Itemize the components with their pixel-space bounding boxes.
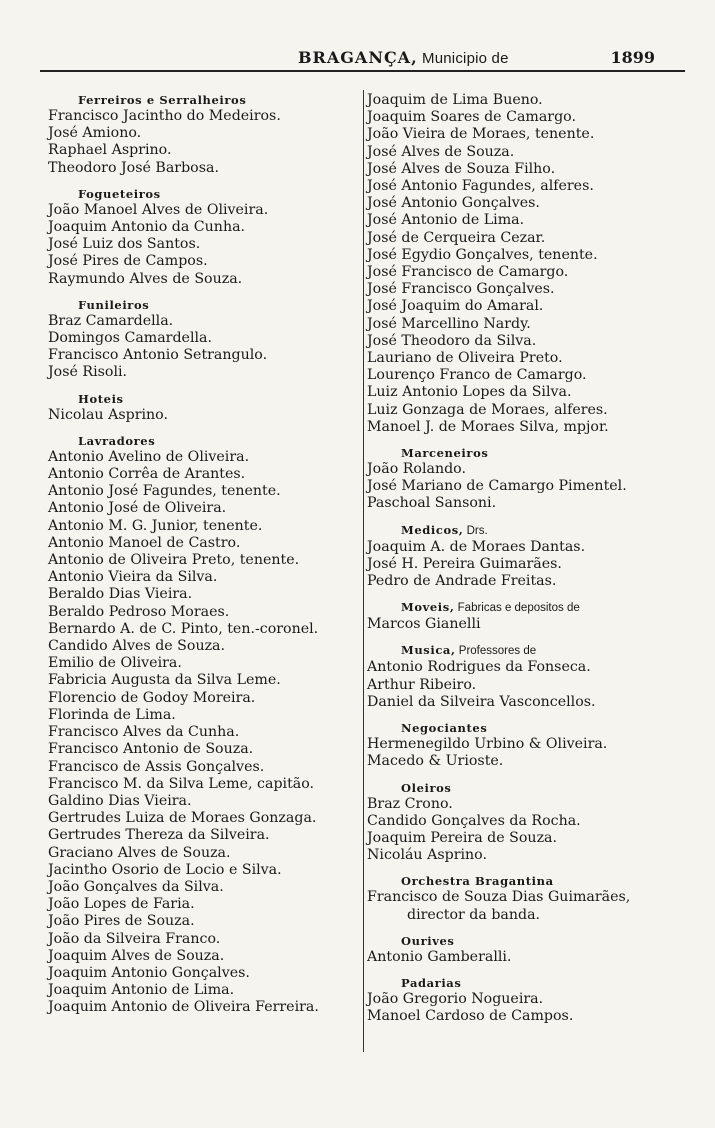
- directory-entry: Manoel J. de Moraes Silva, mpjor.: [367, 418, 609, 435]
- directory-entry: Galdino Dias Vieira.: [48, 792, 192, 809]
- section-heading-text: Oleiros: [401, 780, 452, 795]
- directory-entry: Marcos Gianelli: [367, 616, 481, 633]
- directory-entry: Joaquim Antonio de Oliveira Ferreira.: [48, 999, 319, 1016]
- directory-entry: Gertrudes Thereza da Silveira.: [48, 827, 270, 844]
- directory-entry: João Gonçalves da Silva.: [48, 878, 224, 895]
- directory-entry: Florencio de Godoy Moreira.: [48, 689, 256, 706]
- section-heading-subtitle: Drs.: [463, 524, 488, 537]
- directory-entry: Joaquim Antonio Gonçalves.: [48, 964, 250, 981]
- directory-entry: João Pires de Souza.: [48, 913, 195, 930]
- section-heading: [78, 186, 362, 202]
- section-heading-text: Ferreiros e Serralheiros: [78, 93, 247, 107]
- directory-entry: João Lopes de Faria.: [48, 896, 195, 913]
- directory-entry: Arthur Ribeiro.: [367, 676, 477, 693]
- directory-entry: José Egydio Gonçalves, tenente.: [367, 246, 598, 263]
- directory-entry: José de Cerqueira Cezar.: [367, 229, 546, 246]
- section-heading: [401, 445, 707, 461]
- page-title: [298, 48, 509, 67]
- directory-entry: Joaquim Soares de Camargo.: [367, 109, 576, 126]
- directory-entry: José Luiz dos Santos.: [48, 236, 201, 253]
- page-year: 1899: [610, 48, 655, 67]
- directory-entry: Candido Gonçalves da Rocha.: [367, 812, 581, 829]
- section-heading-subtitle: Fabricas e depositos de: [454, 602, 580, 615]
- directory-entry: Antonio José de Oliveira.: [48, 500, 227, 517]
- column-divider: [363, 90, 364, 1052]
- directory-entry: Francisco de Souza Dias Guimarães,: [367, 889, 631, 906]
- section-heading: [78, 297, 362, 313]
- directory-section: [367, 92, 707, 436]
- section-heading: [401, 975, 707, 991]
- directory-entry: Beraldo Pedroso Moraes.: [48, 603, 230, 620]
- directory-section: [367, 933, 707, 966]
- directory-entry: José H. Pereira Guimarães.: [367, 555, 562, 572]
- right-column: [367, 92, 707, 1034]
- directory-section: [367, 445, 707, 513]
- directory-entry: Antonio Corrêa de Arantes.: [48, 466, 246, 483]
- title-subtitle: Municipio de: [417, 50, 509, 67]
- directory-entry: Braz Camardella.: [48, 312, 174, 329]
- left-column: [44, 92, 362, 1026]
- directory-entry: Luiz Antonio Lopes da Silva.: [367, 384, 572, 401]
- section-heading: [78, 391, 362, 407]
- directory-entry: Raymundo Alves de Souza.: [48, 270, 243, 287]
- directory-entry: Francisco Alves da Cunha.: [48, 724, 240, 741]
- directory-entry: João da Silveira Franco.: [48, 930, 221, 947]
- directory-entry: Antonio José Fagundes, tenente.: [48, 483, 281, 500]
- section-heading: [401, 933, 707, 949]
- section-heading-text: Lavradores: [78, 433, 156, 448]
- directory-entry: João Gregorio Nogueira.: [367, 990, 544, 1007]
- directory-entry: Francisco Jacintho do Medeiros.: [48, 108, 281, 124]
- directory-entry: José Alves de Souza Filho.: [367, 160, 556, 177]
- directory-entry: Emilio de Oliveira.: [48, 655, 182, 672]
- section-heading-text: Fogueteiros: [78, 186, 161, 201]
- directory-entry: Pedro de Andrade Freitas.: [367, 573, 557, 590]
- directory-entry: Francisco Antonio Setrangulo.: [48, 347, 268, 364]
- directory-section: [44, 391, 362, 424]
- header-rule: [40, 70, 685, 72]
- section-heading-text: Musica,: [401, 643, 456, 658]
- directory-entry: Francisco M. da Silva Leme, capitão.: [48, 775, 315, 792]
- directory-entry: Macedo & Urioste.: [367, 753, 504, 770]
- directory-entry: Daniel da Silveira Vasconcellos.: [367, 693, 596, 710]
- section-heading: [78, 433, 362, 449]
- directory-entry: Lourenço Franco de Camargo.: [367, 367, 587, 384]
- directory-entry: Francisco de Assis Gonçalves.: [48, 758, 265, 775]
- directory-entry: Jacintho Osorio de Locio e Silva.: [48, 861, 282, 878]
- directory-entry: Lauriano de Oliveira Preto.: [367, 350, 563, 367]
- directory-entry: José Joaquim do Amaral.: [367, 298, 544, 315]
- directory-entry-continuation: director da banda.: [407, 906, 541, 923]
- directory-entry: José Risoli.: [48, 364, 128, 381]
- directory-entry: Theodoro José Barbosa.: [48, 159, 219, 176]
- title-city: BRAGANÇA,: [298, 48, 418, 67]
- section-heading-text: Hoteis: [78, 391, 124, 406]
- directory-entry: Antonio Gamberalli.: [367, 948, 512, 965]
- directory-entry: José Theodoro da Silva.: [367, 332, 537, 349]
- directory-entry: José Marcellino Nardy.: [367, 315, 531, 332]
- directory-entry: José Mariano de Camargo Pimentel.: [367, 478, 627, 495]
- directory-entry: Antonio Manoel de Castro.: [48, 534, 241, 551]
- directory-entry: Nicolau Asprino.: [48, 406, 168, 423]
- directory-entry: Joaquim de Lima Bueno.: [367, 92, 543, 108]
- directory-entry: José Francisco Gonçalves.: [367, 281, 555, 298]
- directory-section: [367, 720, 707, 770]
- directory-section: [367, 522, 707, 591]
- section-heading-subtitle: Professores de: [455, 645, 537, 658]
- directory-entry: João Vieira de Moraes, tenente.: [367, 126, 595, 143]
- section-heading-text: Ourives: [401, 933, 455, 948]
- directory-entry: Antonio Avelino de Oliveira.: [48, 448, 250, 465]
- directory-entry: Paschoal Sansoni.: [367, 495, 497, 512]
- section-heading-text: Marceneiros: [401, 446, 489, 461]
- directory-section: [367, 975, 707, 1025]
- directory-section: [367, 599, 707, 633]
- directory-entry: Antonio Rodrigues da Fonseca.: [367, 659, 591, 676]
- directory-entry: Antonio M. G. Junior, tenente.: [48, 517, 263, 534]
- directory-entry: José Alves de Souza.: [367, 143, 515, 160]
- section-heading-text: Funileiros: [78, 297, 150, 312]
- directory-section: [44, 433, 362, 1017]
- directory-entry: José Pires de Campos.: [48, 253, 208, 270]
- directory-section: [367, 873, 707, 923]
- section-heading-text: Orchestra Bragantina: [401, 874, 554, 889]
- page-header: [40, 48, 685, 70]
- directory-entry: Antonio de Oliveira Preto, tenente.: [48, 552, 300, 569]
- directory-entry: José Antonio Fagundes, alferes.: [367, 178, 594, 195]
- directory-section: [367, 780, 707, 865]
- directory-entry: José Antonio Gonçalves.: [367, 195, 540, 212]
- directory-section: [44, 186, 362, 288]
- directory-entry: Candido Alves de Souza.: [48, 638, 226, 655]
- directory-entry: José Francisco de Camargo.: [367, 264, 569, 281]
- section-heading: [401, 522, 707, 539]
- directory-entry: Antonio Vieira da Silva.: [48, 569, 218, 586]
- directory-section: [44, 297, 362, 382]
- section-heading: [401, 780, 707, 796]
- directory-entry: Bernardo A. de C. Pinto, ten.-coronel.: [48, 620, 319, 637]
- directory-entry: Luiz Gonzaga de Moraes, alferes.: [367, 401, 608, 418]
- directory-entry: Florinda de Lima.: [48, 706, 176, 723]
- directory-entry: João Manoel Alves de Oliveira.: [48, 201, 269, 218]
- directory-entry: José Antonio de Lima.: [367, 212, 525, 229]
- section-heading: [401, 642, 707, 659]
- directory-entry: Manoel Cardoso de Campos.: [367, 1008, 574, 1025]
- section-heading: [401, 873, 707, 889]
- directory-entry: Hermenegildo Urbino & Oliveira.: [367, 736, 608, 753]
- directory-entry: Nicoláu Asprino.: [367, 847, 487, 864]
- directory-entry: Raphael Asprino.: [48, 142, 172, 159]
- directory-section: [44, 92, 362, 177]
- section-heading-text: Moveis,: [401, 600, 455, 615]
- directory-entry: Joaquim Pereira de Souza.: [367, 829, 558, 846]
- section-heading-text: Negociantes: [401, 721, 488, 736]
- directory-entry: Joaquim A. de Moraes Dantas.: [367, 538, 586, 555]
- directory-entry: Joaquim Alves de Souza.: [48, 947, 225, 964]
- section-heading: [401, 720, 707, 736]
- directory-entry: Joaquim Antonio de Lima.: [48, 982, 235, 999]
- directory-entry: Domingos Camardella.: [48, 330, 212, 347]
- directory-section: [367, 642, 707, 711]
- directory-entry: Francisco Antonio de Souza.: [48, 741, 254, 758]
- directory-entry: José Amiono.: [48, 125, 142, 142]
- directory-entry: Fabricia Augusta da Silva Leme.: [48, 672, 281, 689]
- directory-entry: Beraldo Dias Vieira.: [48, 586, 193, 603]
- directory-entry: Braz Crono.: [367, 795, 453, 812]
- section-heading-text: Medicos,: [401, 522, 464, 537]
- directory-entry: Graciano Alves de Souza.: [48, 844, 231, 861]
- section-heading: [78, 92, 362, 108]
- directory-entry: João Rolando.: [367, 461, 466, 478]
- section-heading: [401, 599, 707, 616]
- section-heading-text: Padarias: [401, 975, 462, 990]
- directory-entry: Gertrudes Luiza de Moraes Gonzaga.: [48, 810, 317, 827]
- directory-entry: Joaquim Antonio da Cunha.: [48, 219, 246, 236]
